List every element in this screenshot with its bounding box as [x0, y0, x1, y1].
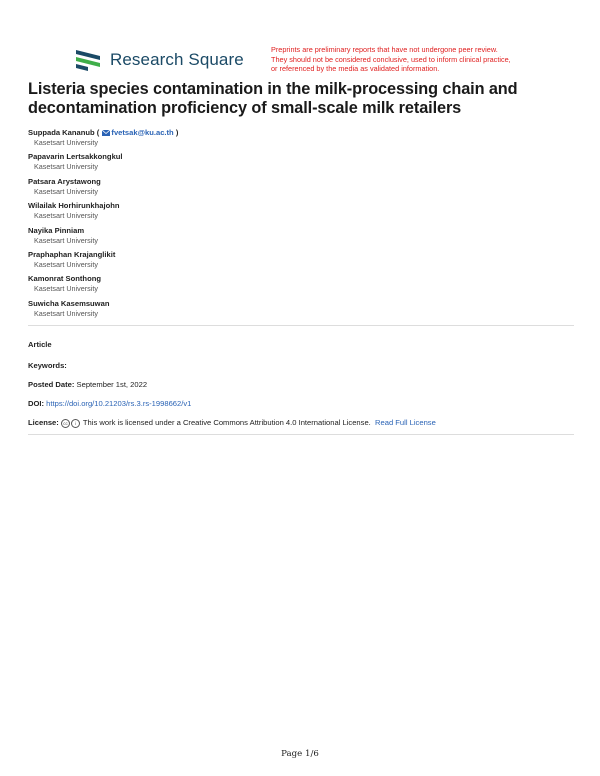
author-item	[28, 201, 178, 225]
author-name: Patsara Arystawong	[28, 176, 101, 186]
creative-commons-icon: cc	[61, 419, 70, 428]
author-affiliation: Kasetsart University	[34, 259, 98, 269]
license: License: cc i This work is licensed under a Creative Commons Attribution 4.0 International License. Read Full License	[28, 418, 436, 427]
attribution-icon: i	[71, 419, 80, 428]
disclaimer-line: They should not be considered conclusive, used to inform clinical practice,	[271, 54, 511, 64]
author-item	[28, 274, 178, 298]
author-item	[28, 128, 178, 152]
preprint-disclaimer	[271, 45, 561, 74]
brand-name: Research Square	[110, 50, 244, 69]
author-name: Suwicha Kasemsuwan	[28, 298, 110, 308]
read-full-license-link[interactable]: Read Full License	[375, 418, 436, 427]
author-affiliation: Kasetsart University	[34, 162, 98, 172]
envelope-icon	[102, 130, 110, 136]
author-name: Suppada Kananub ( fvetsak@ku.ac.th )	[28, 128, 179, 137]
author-affiliation: Kasetsart University	[34, 308, 98, 318]
disclaimer-line: Preprints are preliminary reports that have not undergone peer review.	[271, 45, 498, 54]
author-item	[28, 250, 178, 274]
author-name: Nayika Pinniam	[28, 225, 85, 235]
author-name: Kamonrat Sonthong	[28, 274, 101, 284]
author-email-link[interactable]: fvetsak@ku.ac.th	[111, 128, 174, 137]
author-affiliation: Kasetsart University	[34, 138, 98, 147]
author-item	[28, 177, 178, 201]
author-item	[28, 152, 178, 176]
page-number: Page 1/6	[281, 749, 319, 759]
author-affiliation: Kasetsart University	[34, 211, 98, 221]
posted-date-value: September 1st, 2022	[76, 380, 148, 389]
doi-link[interactable]: https://doi.org/10.21203/rs.3.rs-1998662/v1	[46, 399, 192, 408]
disclaimer-line: or referenced by the media as validated information.	[271, 64, 440, 74]
license-text: This work is licensed under a Creative Commons Attribution 4.0 International License.	[82, 418, 371, 427]
author-item	[28, 226, 178, 250]
author-name: Praphaphan Krajanglikit	[28, 249, 116, 259]
author-item	[28, 299, 178, 323]
author-affiliation: Kasetsart University	[34, 235, 98, 245]
author-affiliation: Kasetsart University	[34, 186, 98, 196]
author-affiliation: Kasetsart University	[34, 284, 98, 294]
keywords: Keywords:	[28, 361, 67, 370]
research-square-logo-icon	[74, 48, 102, 72]
author-list	[28, 128, 178, 323]
article-type: Article	[28, 340, 52, 349]
paper-title: Listeria species contamination in the milk-processing chain and decontamination proficiency of small-scale milk retailers	[28, 80, 518, 117]
research-square-logo[interactable]	[74, 47, 244, 73]
divider	[28, 325, 574, 326]
posted-date: Posted Date: September 1st, 2022	[28, 380, 148, 389]
author-name: Papavarin Lertsakkongkul	[28, 152, 123, 162]
author-name: Wilailak Horhirunkhajohn	[28, 201, 120, 211]
divider	[28, 434, 574, 435]
doi: DOI: https://doi.org/10.21203/rs.3.rs-1998662/v1	[28, 399, 192, 408]
